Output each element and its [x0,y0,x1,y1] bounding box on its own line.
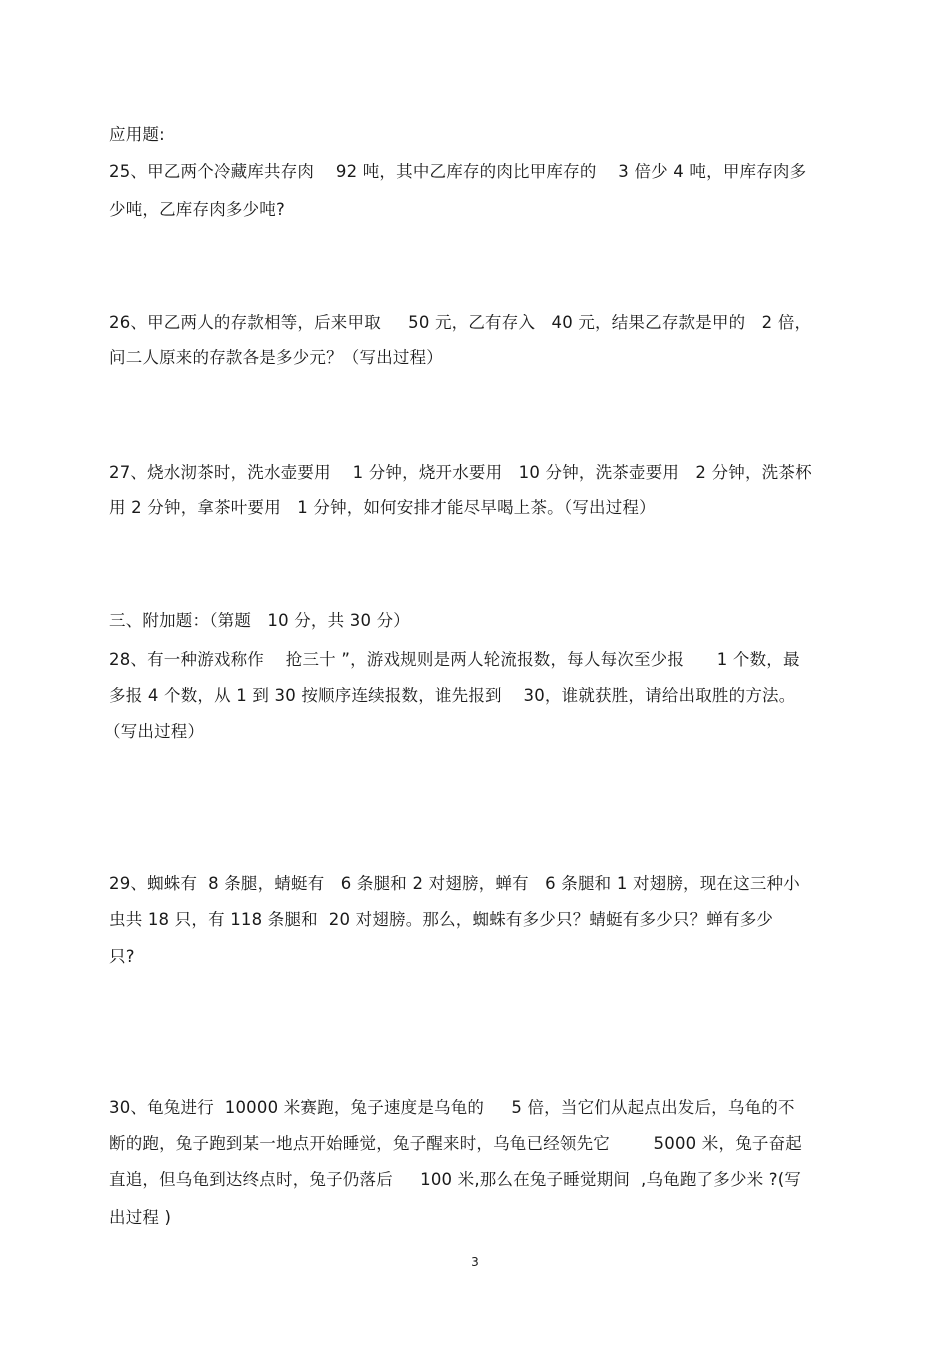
question-26-line-1: 26、甲乙两人的存款相等，后来甲取 50 元，乙有存入 40 元，结果乙存款是甲的 2 倍， [109,313,812,332]
question-30-line-1: 30、龟兔进行 10000 米赛跑，兔子速度是乌龟的 5 倍，当它们从起点出发后，乌龟的不 [109,1098,795,1117]
page-number: 3 [471,1255,479,1269]
question-30-line-2: 断的跑，兔子跑到某一地点开始睡觉，兔子醒来时，乌龟已经领先它 5000 米，兔子奋起 [109,1134,802,1153]
section-3-heading: 三、附加题：（第题 10 分，共 30 分） [109,611,411,630]
question-27-line-2: 用 2 分钟，拿茶叶要用 1 分钟，如何安排才能尽早喝上茶。（写出过程） [109,498,656,517]
question-29-line-1: 29、蜘蛛有 8 条腿，蜻蜓有 6 条腿和 2 对翅膀，蝉有 6 条腿和 1 对翅膀，现在这三种小 [109,874,800,893]
section-heading-applications: 应用题: [109,125,165,144]
question-29-line-3: 只? [109,947,135,966]
question-28-line-1: 28、有一种游戏称作 抢三十 ”，游戏规则是两人轮流报数，每人每次至少报 1 个数，最 [109,650,800,669]
question-28-line-3: （写出过程） [104,722,205,741]
question-27-line-1: 27、烧水沏茶时，洗水壶要用 1 分钟，烧开水要用 10 分钟，洗茶壶要用 2 分钟，洗茶杯 [109,463,812,482]
question-30-line-4: 出过程 ) [109,1208,172,1227]
question-25-line-1: 25、甲乙两个冷藏库共存肉 92 吨，其中乙库存的肉比甲库存的 3 倍少 4 吨，甲库存肉多 [109,162,807,181]
question-29-line-2: 虫共 18 只，有 118 条腿和 20 对翅膀。那么，蜘蛛有多少只？蜻蜓有多少只？蝉有多少 [109,910,774,929]
question-26-line-2: 问二人原来的存款各是多少元？（写出过程） [109,348,443,367]
question-28-line-2: 多报 4 个数，从 1 到 30 按顺序连续报数，谁先报到 30，谁就获胜，请给出取胜的方法。 [109,686,796,705]
question-30-line-3: 直追，但乌龟到达终点时，兔子仍落后 100 米,那么在兔子睡觉期间 ,乌龟跑了多少米 ?(写 [109,1170,802,1189]
question-25-line-2: 少吨，乙库存肉多少吨? [109,200,285,219]
